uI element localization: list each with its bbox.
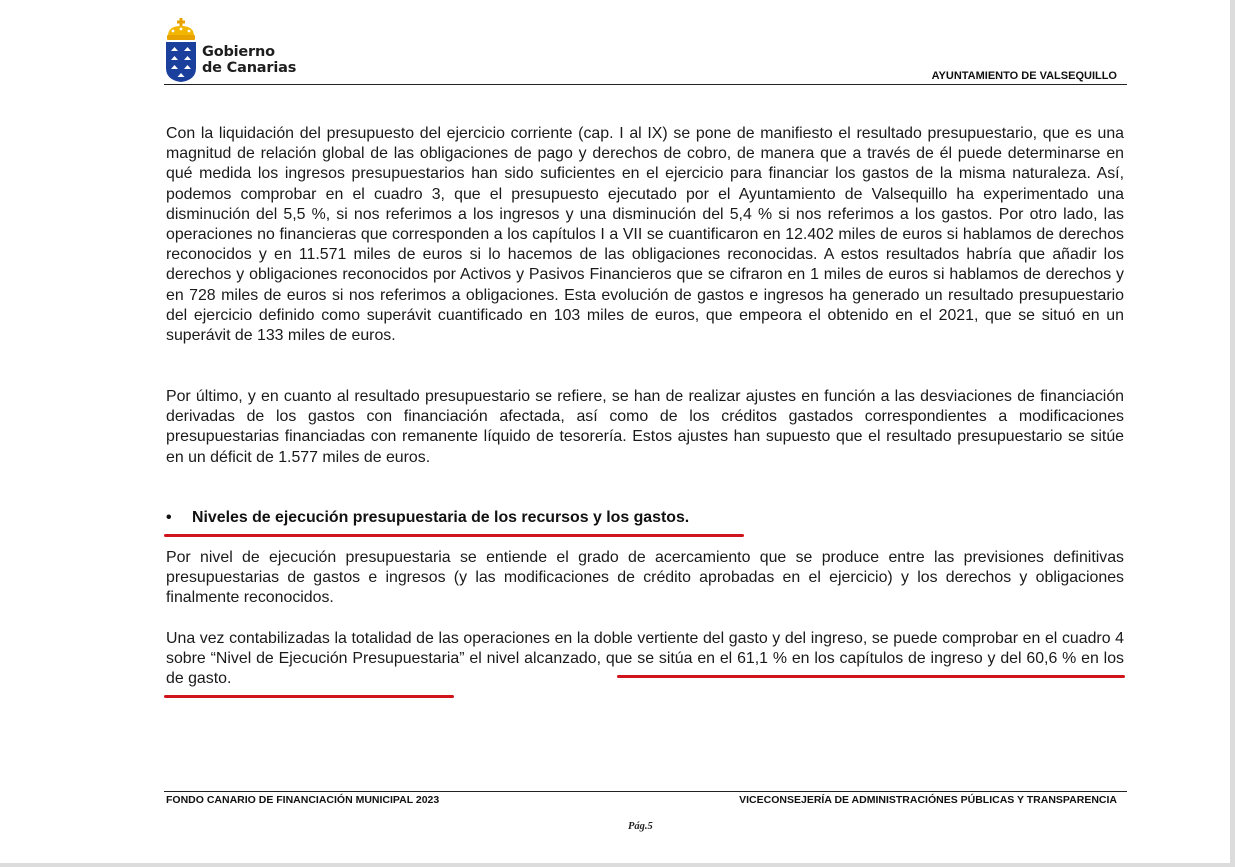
logo-line-1: Gobierno [202,44,275,60]
gobierno-de-canarias-logo [164,18,304,84]
logo-line-2: de Canarias [202,60,297,76]
footer-right: VICECONSEJERÍA DE ADMINISTRACIÓNES PÚBLICAS Y TRANSPARENCIA [739,794,1117,806]
footer-left: FONDO CANARIO DE FINANCIACIÓN MUNICIPAL 2023 [166,794,440,806]
crest-icon [164,18,198,84]
paragraph-definicion-nivel-ejecucion: Por nivel de ejecución presupuestaria se entiende el grado de acercamiento que se produce entre las previsiones definitivas presupuestarias de gastos e ingresos (y las modificaciones de crédito aprobadas en el ejercicio) y los derechos y obligaciones finalmente reconocidos. [166,549,1124,607]
section-heading [166,509,689,527]
red-underline-ingreso-gasto [164,695,454,698]
bullet-icon: • [166,509,172,526]
section-heading-text: Niveles de ejecución presupuestaria de los recursos y los gastos. [192,509,690,526]
header-entity: AYUNTAMIENTO DE VALSEQUILLO [931,70,1117,82]
footer-divider [164,791,1127,792]
paragraph-nivel-alcanzado: Una vez contabilizadas la totalidad de las operaciones en la doble vertiente del gasto y del ingreso, se puede comprobar en el cuadro 4 sobre “Nivel de Ejecución Presupuestaria” el nivel alcanzado, que se sitúa en el 61,1 % en los capítulos de ingreso y del 60,6 % en los de gasto. [166,630,1124,688]
paragraph-resultado-presupuestario: Con la liquidación del presupuesto del ejercicio corriente (cap. I al IX) se pone de manifiesto el resultado presupuestario, que es una magnitud de relación global de las obligaciones de pago y derechos de cobro, de manera que a través de él puede determinarse en qué medida los ingresos presupuestarios han sido suficientes en el ejercicio para financiar los gastos de la misma naturaleza. Así, podemos comprobar en el cuadro 3, que el presupuesto ejecutado por el Ayuntamiento de Valsequillo ha experimentado una disminución del 5,5 %, si nos referimos a los ingresos y una disminución del 5,4 % si nos referimos a los gastos. Por otro lado, las operaciones no financieras que corresponden a los capítulos I a VII se cuantificaron en 12.402 miles de euros si hablamos de derechos reconocidos y en 11.571 miles de euros si lo hacemos de las obligaciones reconocidas. A estos resultados habría que añadir los derechos y obligaciones reconocidos por Activos y Pasivos Financieros que se cifraron en 1 miles de euros si hablamos de derechos y en 728 miles de euros si nos referimos a obligaciones. Esta evolución de gastos e ingresos ha generado un resultado presupuestario del ejercicio definido como superávit cuantificado en 103 miles de euros, que empeora el obtenido en el 2021, que se situó en un superávit de 133 miles de euros. [166,125,1124,345]
page-number: Pág.5 [628,821,653,832]
header-divider [164,84,1127,85]
paragraph-ajustes: Por último, y en cuanto al resultado presupuestario se refiere, se han de realizar ajustes en función a las desviaciones de financiación derivadas de los gastos con financiación afectada, así como de los créditos gastados correspondientes a modificaciones presupuestarias financiadas con remanente líquido de tesorería. Estos ajustes han supuesto que el resultado presupuestario se sitúe en un déficit de 1.577 miles de euros. [166,388,1124,466]
red-underline-nivel-alcanzado [617,675,1125,678]
red-underline-heading [164,534,744,537]
logo-text [202,44,296,76]
